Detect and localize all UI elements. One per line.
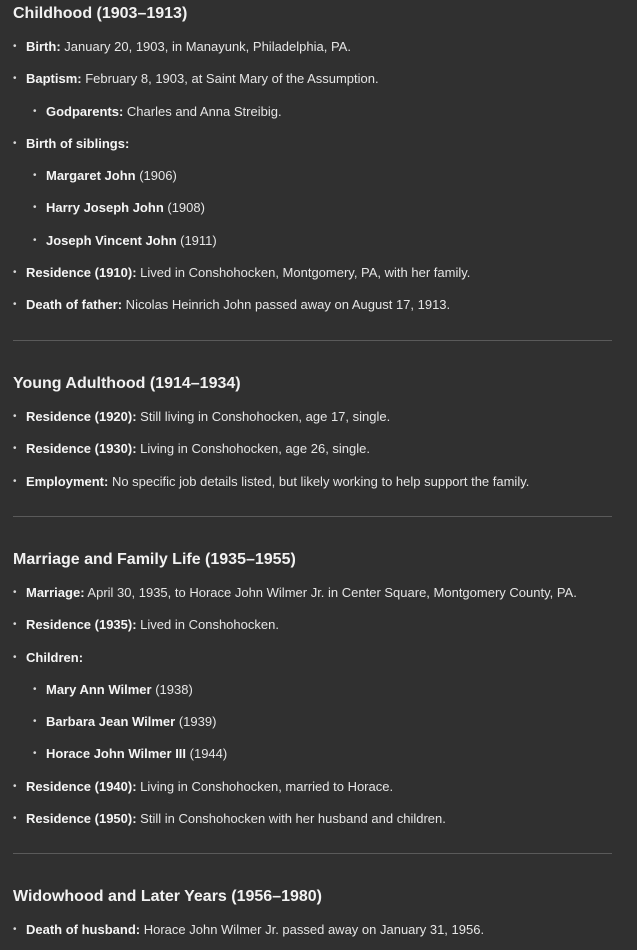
list-item: • Harry Joseph John (1908) [13,192,612,224]
list-item: • Residence (1910): Lived in Conshohocken, Montgomery, PA, with her family. [13,257,612,289]
section-heading: Young Adulthood (1914–1934) [13,375,241,392]
bullet: • [13,619,17,631]
list-item: • Baptism: February 8, 1903, at Saint Mary of the Assumption. [13,63,612,95]
bullet: • [13,475,17,487]
bullet: • [13,299,17,311]
list-item: • Joseph Vincent John (1911) [13,225,612,257]
list-item: • Residence (1950): Still in Conshohocken with her husband and children. [13,803,612,835]
list-item: • Residence (1930): Living in Conshohocken, age 26, single. [13,433,612,465]
section-young-adulthood-list [13,401,612,498]
list-item: • Death of husband: Horace John Wilmer Jr. passed away on January 31, 1956. [13,914,612,946]
list-item: • Employment: No specific job details listed, but likely working to help support the family. [13,466,612,498]
bullet: • [13,267,17,279]
bullet: • [13,73,17,85]
list-item: • Barbara Jean Wilmer (1939) [13,706,612,738]
bullet: • [33,683,37,695]
bullet: • [13,587,17,598]
section-marriage-family-list [13,577,612,835]
list-item: • Marriage: April 30, 1935, to Horace John Wilmer Jr. in Center Square, Montgomery County, PA. [13,577,612,609]
bullet: • [13,41,17,52]
section-heading: Marriage and Family Life (1935–1955) [13,551,296,568]
bullet: • [13,924,17,935]
section-widowhood-list [13,914,612,946]
bullet: • [33,748,37,760]
list-item: • Horace John Wilmer III (1944) [13,738,612,770]
section-childhood-list [13,31,612,322]
bullet: • [33,170,37,182]
section-divider [13,340,612,341]
section-widowhood [13,887,612,907]
bullet: • [13,137,17,149]
section-heading: Widowhood and Later Years (1956–1980) [13,888,323,905]
section-divider [13,516,612,517]
list-item: • Death of father: Nicolas Heinrich John passed away on August 17, 1913. [13,289,612,321]
section-heading: Childhood (1903–1913) [13,5,188,22]
list-item: • Margaret John (1906) [13,160,612,192]
section-childhood [13,4,612,24]
bullet: • [13,411,17,422]
bullet: • [13,651,17,663]
section-divider [13,853,612,854]
list-item: • Residence (1920): Still living in Conshohocken, age 17, single. [13,401,612,433]
list-item: • Children: [13,642,612,674]
list-item: • Birth of siblings: [13,128,612,160]
bullet: • [13,780,17,792]
list-item: • Godparents: Charles and Anna Streibig. [13,96,612,128]
section-young-adulthood [13,374,612,394]
bullet: • [33,234,37,246]
list-item: • Residence (1935): Lived in Conshohocken. [13,609,612,641]
bullet: • [33,105,37,117]
bullet: • [13,813,17,825]
bullet: • [33,716,37,728]
section-marriage-family [13,550,612,570]
list-item: • Residence (1940): Living in Conshohocken, married to Horace. [13,771,612,803]
bullet: • [33,202,37,214]
list-item: • Birth: January 20, 1903, in Manayunk, Philadelphia, PA. [13,31,612,63]
bullet: • [13,443,17,455]
list-item: • Mary Ann Wilmer (1938) [13,674,612,706]
